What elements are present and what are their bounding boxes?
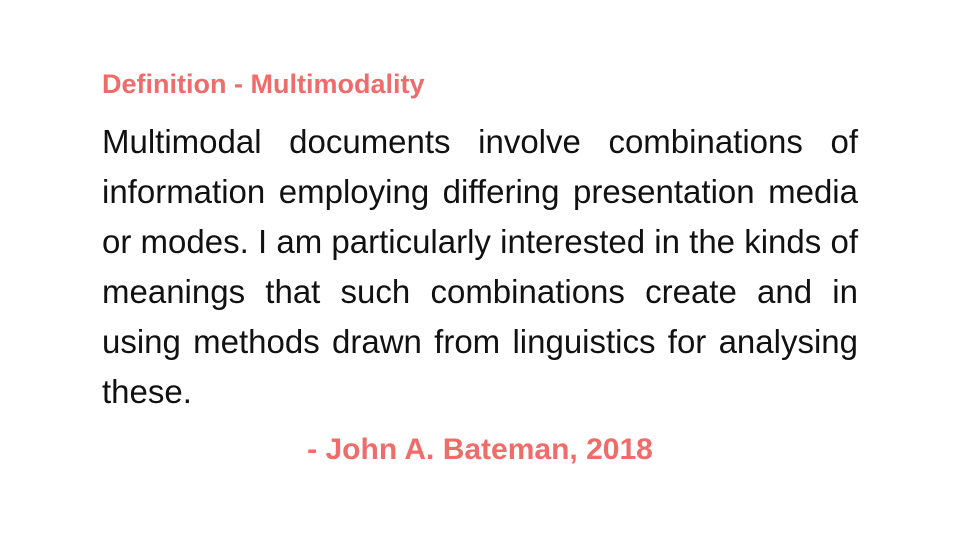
- definition-heading: Definition - Multimodality: [102, 69, 425, 99]
- quote-attribution: - John A. Bateman, 2018: [307, 433, 653, 466]
- quote-text: Multimodal documents involve combinations of information employing differing presentation media or modes. I am particularly interested in the kinds of meanings that such combinations create and in using methods drawn from linguistics for analysing these.: [102, 123, 858, 410]
